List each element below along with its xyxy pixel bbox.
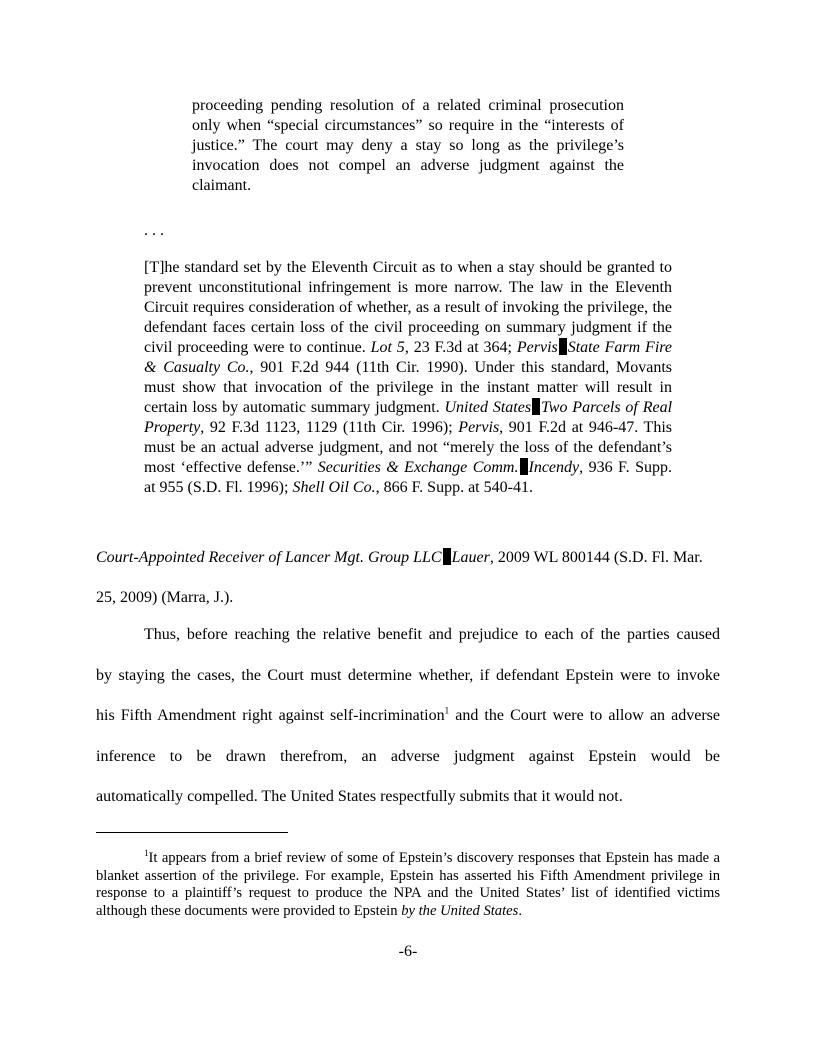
- quote-text: , 901 F.2d 944 (11th Cir. 1990). Under this standard, Movants must show that invocation of the privilege in the instant matter will result in certain loss by automatic summary judgment.: [144, 359, 672, 416]
- body-line: automatically compelled. The United States respectfully submits that it would not.: [96, 788, 623, 805]
- block-quote-eleventh-circuit: [144, 258, 672, 498]
- body-line: by staying the cases, the Court must determine whether, if defendant Epstein were to invoke: [96, 666, 720, 684]
- case-name: Lot 5: [370, 339, 405, 356]
- case-name: Pervis: [516, 339, 558, 356]
- redaction-mark: [520, 458, 528, 475]
- case-name: State Farm Fire & Casualty Co.: [144, 339, 673, 376]
- footnote-divider: [96, 832, 288, 833]
- quote-text: , 936 F. Supp. at 955 (S.D. Fl. 1996);: [144, 459, 673, 496]
- quote-text: , 23 F.3d at 364;: [404, 339, 517, 356]
- case-name: Incendy: [528, 459, 580, 476]
- case-name: Shell Oil Co.: [292, 479, 376, 496]
- case-name: Lauer: [451, 549, 490, 566]
- redaction-mark: [443, 548, 451, 565]
- quote-text: , 901 F.2d at 946-47. This must be an actual adverse judgment, and not “merely the loss of the defendant’s most ‘effective defense.’”: [144, 419, 672, 476]
- quote-text: , 92 F.3d 1123, 1129 (11th Cir. 1996);: [200, 419, 459, 436]
- quote-text: , 866 F. Supp. at 540-41.: [375, 479, 533, 496]
- body-line: Thus, before reaching the relative benefit and prejudice to each of the parties caused: [144, 626, 720, 643]
- case-name: Pervis: [458, 419, 500, 436]
- footnote-ref: 1: [444, 705, 450, 716]
- case-name: Court-Appointed Receiver of Lancer Mgt. Group LLC: [96, 549, 442, 566]
- source-citation: [96, 538, 720, 618]
- block-quote-text: proceeding pending resolution of a related criminal prosecution only when “special circumstances” so require in the “interests of justice.” The court may deny a stay so long as the privilege’s invocation does not compel an adverse judgment against the claimant.: [192, 97, 624, 194]
- citation-text: , 2009 WL 800144 (S.D. Fl. Mar. 25, 2009) (Marra, J.).: [96, 549, 703, 606]
- redaction-mark: [532, 398, 540, 415]
- body-line: his Fifth Amendment right against self-incrimination$^1$ and the Court were to allow an adverse: [96, 705, 721, 724]
- case-name: Two Parcels of Real Property: [144, 399, 673, 436]
- redaction-mark: [559, 338, 567, 355]
- quote-text: [T]he standard set by the Eleventh Circuit as to when a stay should be granted to prevent unconstitutional infringement is more narrow. The law in the Eleventh Circuit requires consideration of whether, as a result of invoking the privilege, the defendant faces certain loss of the civil proceeding on summary judgment if the civil proceeding were to continue.: [144, 259, 672, 356]
- case-name: Securities & Exchange Comm.: [317, 459, 519, 476]
- footnote-emphasis: by the United States: [401, 902, 519, 919]
- page-number: -6-: [398, 943, 418, 960]
- footnote-text: It appears from a brief review of some of Epstein’s discovery responses that Epstein has made a blanket assertion of the privilege. For example, Epstein has asserted his Fifth Amendment privilege in response to a plaintiff’s request to produce the NPA and the United States’ list of identified victims although these documents were provided to Epstein: [96, 850, 720, 919]
- case-name: United States: [444, 399, 532, 416]
- ellipsis: . . .: [144, 222, 164, 239]
- body-paragraph: [96, 615, 720, 818]
- block-quote-continuation: [192, 96, 624, 196]
- body-line: inference to be drawn therefrom, an adverse judgment against Epstein would be: [96, 747, 720, 765]
- footnote-number: 1: [144, 848, 149, 859]
- footnote: $^1$It appears from a brief review of some of Epstein’s discovery responses that Epstein has made a blanket assertion of the privilege. For example, Epstein has asserted his Fifth Amendment privilege in response to a plaintiff’s request to produce the NPA and the United States’ list of identified victims although these documents were provided to Epstein by the United States.: [96, 848, 720, 919]
